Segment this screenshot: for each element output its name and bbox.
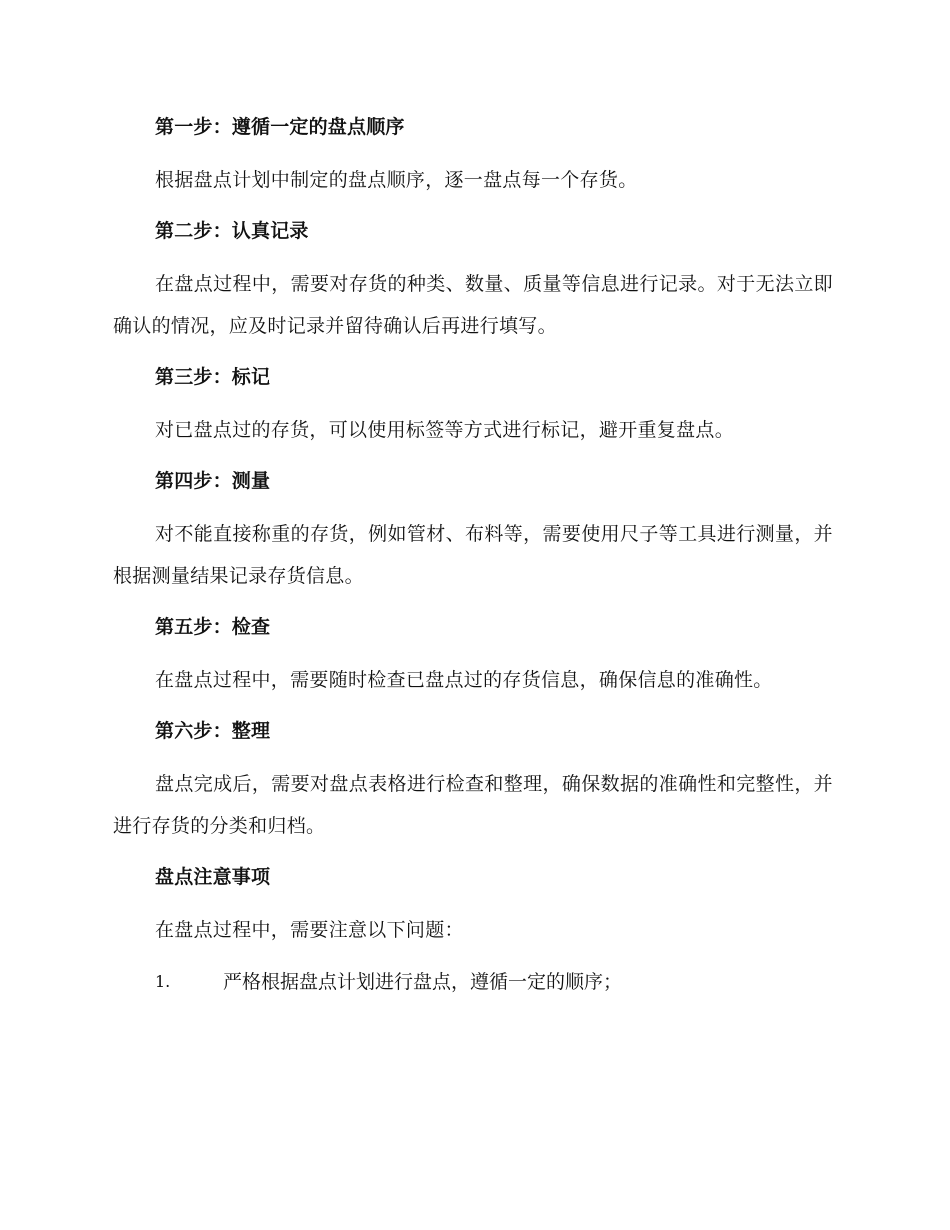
step-2-heading: 第二步：认真记录: [155, 220, 309, 242]
step-3-paragraph: 对已盘点过的存货，可以使用标签等方式进行标记，避开重复盘点。: [155, 419, 735, 441]
step-3-heading: 第三步：标记: [155, 366, 271, 388]
list-item: [113, 961, 833, 1003]
step-2-paragraph: 在盘点过程中，需要对存货的种类、数量、质量等信息进行记录。对于无法立即确认的情况，应及时记录并留待确认后再进行填写。: [113, 273, 833, 337]
step-6-heading: 第六步：整理: [155, 720, 271, 742]
step-5-heading: 第五步：检查: [155, 616, 271, 638]
step-1-heading: 第一步：遵循一定的盘点顺序: [155, 116, 405, 138]
notes-heading: 盘点注意事项: [155, 866, 271, 888]
notes-intro: 在盘点过程中，需要注意以下问题：: [155, 919, 464, 941]
step-4-paragraph: 对不能直接称重的存货，例如管材、布料等，需要使用尺子等工具进行测量，并根据测量结果记录存货信息。: [113, 523, 833, 587]
step-4-heading: 第四步：测量: [155, 470, 271, 492]
list-item-text: 严格根据盘点计划进行盘点，遵循一定的顺序；: [223, 971, 623, 993]
document-body: [113, 107, 833, 1003]
list-item-number: 1.: [155, 972, 171, 991]
step-1-paragraph: 根据盘点计划中制定的盘点顺序，逐一盘点每一个存货。: [155, 169, 638, 191]
step-5-paragraph: 在盘点过程中，需要随时检查已盘点过的存货信息，确保信息的准确性。: [155, 669, 773, 691]
step-6-paragraph: 盘点完成后，需要对盘点表格进行检查和整理，确保数据的准确性和完整性，并进行存货的分类和归档。: [113, 773, 833, 837]
